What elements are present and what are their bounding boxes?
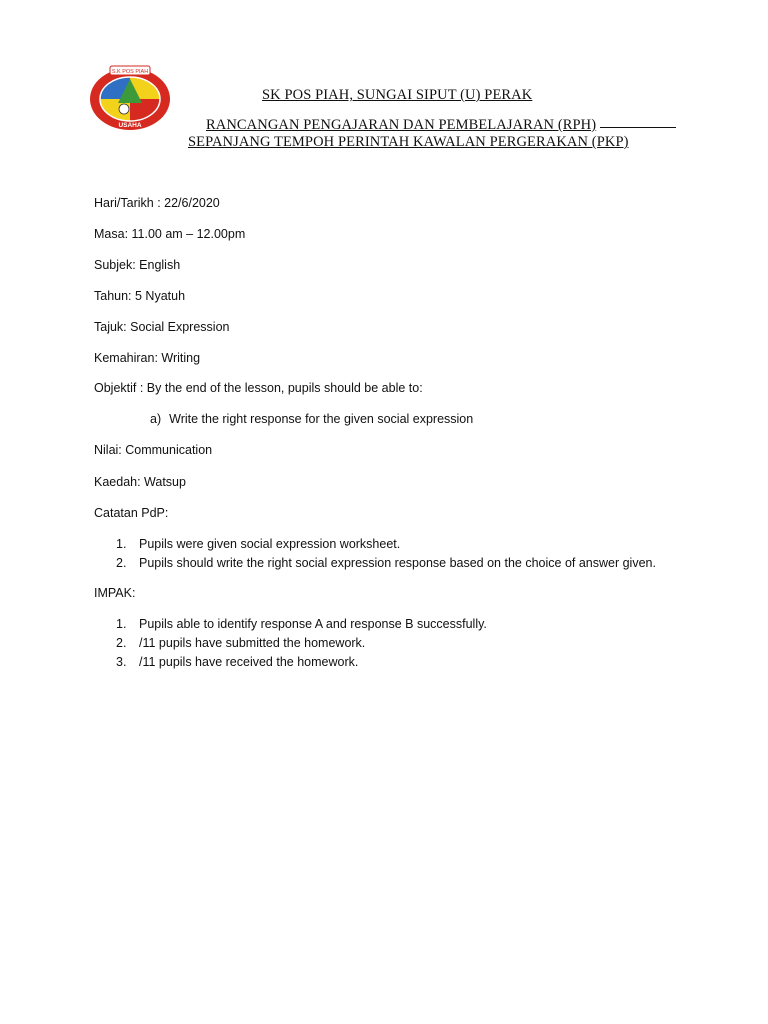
notes-label: Catatan PdP: — [94, 506, 169, 520]
list-text: /11 pupils have received the homework. — [139, 655, 359, 669]
list-number: 2. — [116, 556, 127, 570]
subject-field: Subjek: English — [94, 258, 181, 272]
time-field: Masa: 11.00 am – 12.00pm — [94, 227, 246, 241]
method-field: Kaedah: Watsup — [94, 475, 186, 489]
document-subtitle: SEPANJANG TEMPOH PERINTAH KAWALAN PERGERAKAN (PKP) — [188, 134, 629, 150]
skill-field: Kemahiran: Writing — [94, 351, 201, 365]
logo-motto: USAHA — [118, 122, 142, 129]
list-number: 2. — [116, 636, 127, 650]
objective-field: Objektif : By the end of the lesson, pupils should be able to: — [94, 381, 423, 395]
school-name: SK POS PIAH, SUNGAI SIPUT (U) PERAK — [262, 87, 533, 103]
list-text: /11 pupils have submitted the homework. — [139, 636, 366, 650]
objective-text: Write the right response for the given social expression — [169, 412, 474, 426]
school-logo — [88, 63, 172, 133]
list-text: Pupils able to identify response A and response B successfully. — [139, 617, 487, 631]
list-text: Pupils should write the right social expression response based on the choice of answer given. — [139, 556, 656, 570]
document-title-text: RANCANGAN PENGAJARAN DAN PEMBELAJARAN (RPH) — [206, 117, 597, 133]
year-field: Tahun: 5 Nyatuh — [94, 289, 186, 303]
title-underline-tail — [600, 126, 676, 128]
objective-marker: a) — [150, 412, 162, 426]
document-title — [206, 117, 676, 134]
list-text: Pupils were given social expression worksheet. — [139, 537, 401, 551]
value-field: Nilai: Communication — [94, 443, 213, 457]
list-number: 3. — [116, 655, 127, 669]
impact-label: IMPAK: — [94, 586, 136, 600]
date-field: Hari/Tarikh : 22/6/2020 — [94, 196, 220, 210]
objective-item — [150, 412, 473, 426]
logo-banner-text: S.K POS PIAH — [111, 69, 149, 75]
list-number: 1. — [116, 537, 127, 551]
topic-field: Tajuk: Social Expression — [94, 320, 230, 334]
list-number: 1. — [116, 617, 127, 631]
school-crest-icon — [88, 63, 172, 133]
